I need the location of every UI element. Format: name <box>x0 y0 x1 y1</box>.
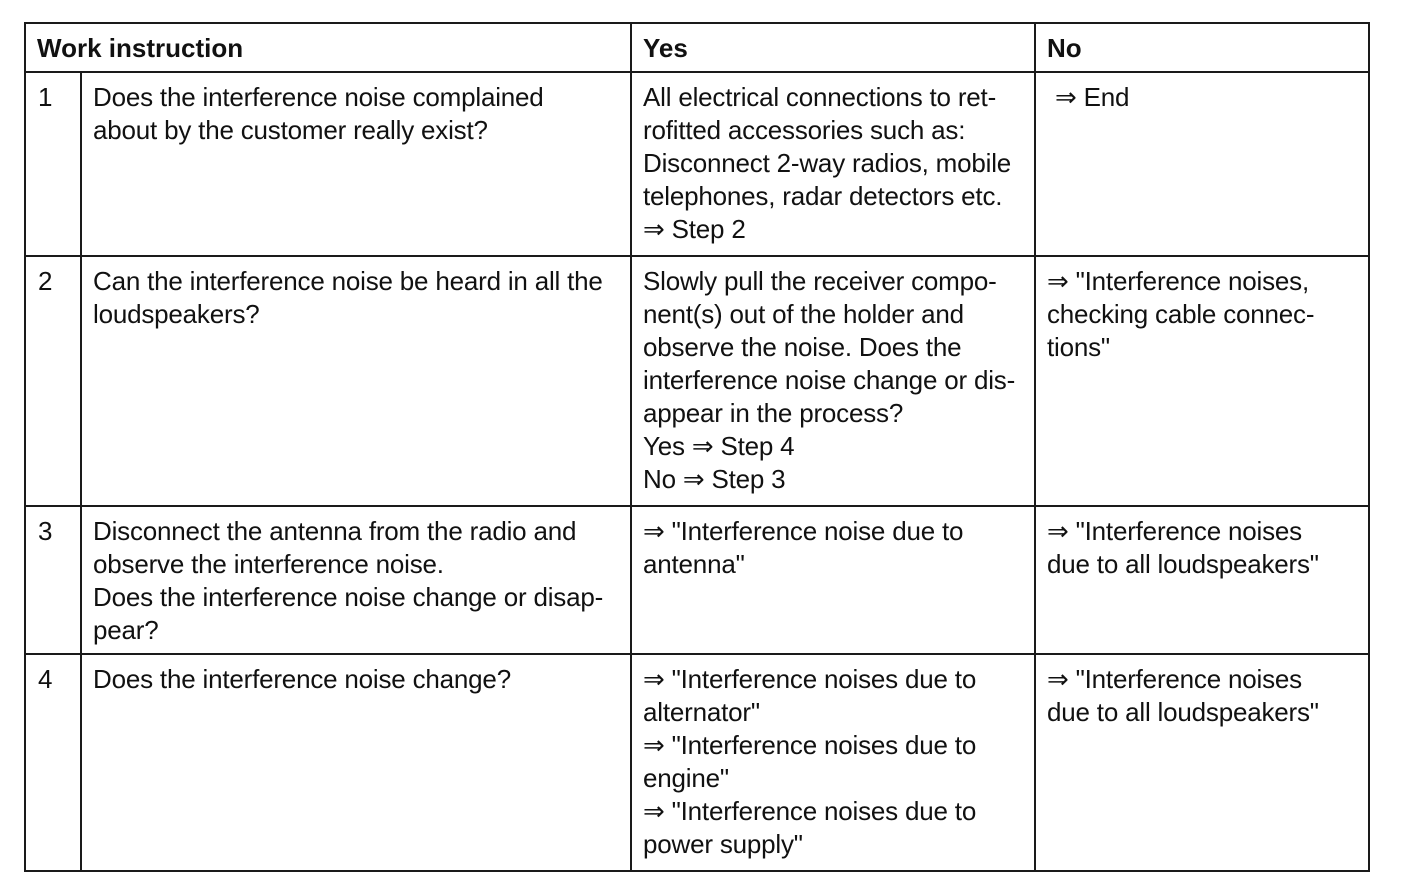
yes-line: ⇒ "Interference noises due to <box>643 664 977 694</box>
no-line: checking cable connec- <box>1047 299 1315 329</box>
yes-line: Slowly pull the receiver compo- <box>643 266 997 296</box>
yes-line: antenna" <box>643 549 745 579</box>
instruction-line: Can the interference noise be heard in all the <box>93 266 603 296</box>
instruction-line: Disconnect the antenna from the radio and <box>93 516 577 546</box>
yes-line: appear in the process? <box>643 398 904 428</box>
yes-line: ⇒ "Interference noise due to <box>643 516 964 546</box>
yes-cell <box>631 72 1035 256</box>
yes-line: observe the noise. Does the <box>643 332 962 362</box>
header-yes: Yes <box>631 23 1035 72</box>
yes-line: Disconnect 2-way radios, mobile <box>643 148 1012 178</box>
yes-line: All electrical connections to ret- <box>643 82 997 112</box>
yes-line: interference noise change or dis- <box>643 365 1016 395</box>
header-no: No <box>1035 23 1369 72</box>
step-number: 3 <box>25 506 81 654</box>
instruction-cell <box>81 654 631 871</box>
instruction-line: observe the interference noise. <box>93 549 444 579</box>
no-cell <box>1035 654 1369 871</box>
instruction-line: pear? <box>93 615 159 645</box>
instruction-line: loudspeakers? <box>93 299 260 329</box>
yes-line: ⇒ "Interference noises due to <box>643 730 977 760</box>
yes-line: rofitted accessories such as: <box>643 115 966 145</box>
table-row <box>25 654 1369 871</box>
header-row <box>25 23 1369 72</box>
yes-cell <box>631 256 1035 506</box>
no-cell <box>1035 506 1369 654</box>
table-row <box>25 72 1369 256</box>
table-row <box>25 256 1369 506</box>
yes-cell <box>631 506 1035 654</box>
table-row <box>25 506 1369 654</box>
yes-line: engine" <box>643 763 729 793</box>
no-line: ⇒ "Interference noises, <box>1047 266 1309 296</box>
yes-line: Yes ⇒ Step 4 <box>643 431 795 461</box>
yes-line: alternator" <box>643 697 760 727</box>
yes-line: power supply" <box>643 829 803 859</box>
step-number: 4 <box>25 654 81 871</box>
no-line: ⇒ "Interference noises <box>1047 516 1302 546</box>
header-work-instruction: Work instruction <box>25 23 631 72</box>
instruction-line: Does the interference noise complained <box>93 82 544 112</box>
no-line: ⇒ "Interference noises <box>1047 664 1302 694</box>
instruction-cell <box>81 256 631 506</box>
step-number: 1 <box>25 72 81 256</box>
no-cell <box>1035 256 1369 506</box>
yes-line: ⇒ Step 2 <box>643 214 746 244</box>
yes-line: nent(s) out of the holder and <box>643 299 964 329</box>
no-line: due to all loudspeakers" <box>1047 549 1319 579</box>
yes-line: telephones, radar detectors etc. <box>643 181 1003 211</box>
no-line: tions" <box>1047 332 1110 362</box>
no-cell <box>1035 72 1369 256</box>
step-number: 2 <box>25 256 81 506</box>
instruction-line: about by the customer really exist? <box>93 115 488 145</box>
instruction-line: Does the interference noise change or disap- <box>93 582 604 612</box>
no-line: ⇒ End <box>1055 82 1130 112</box>
instruction-cell <box>81 506 631 654</box>
instruction-cell <box>81 72 631 256</box>
yes-line: ⇒ "Interference noises due to <box>643 796 977 826</box>
instruction-line: Does the interference noise change? <box>93 664 511 694</box>
yes-line: No ⇒ Step 3 <box>643 464 786 494</box>
no-line: due to all loudspeakers" <box>1047 697 1319 727</box>
work-instruction-table <box>24 22 1370 872</box>
yes-cell <box>631 654 1035 871</box>
